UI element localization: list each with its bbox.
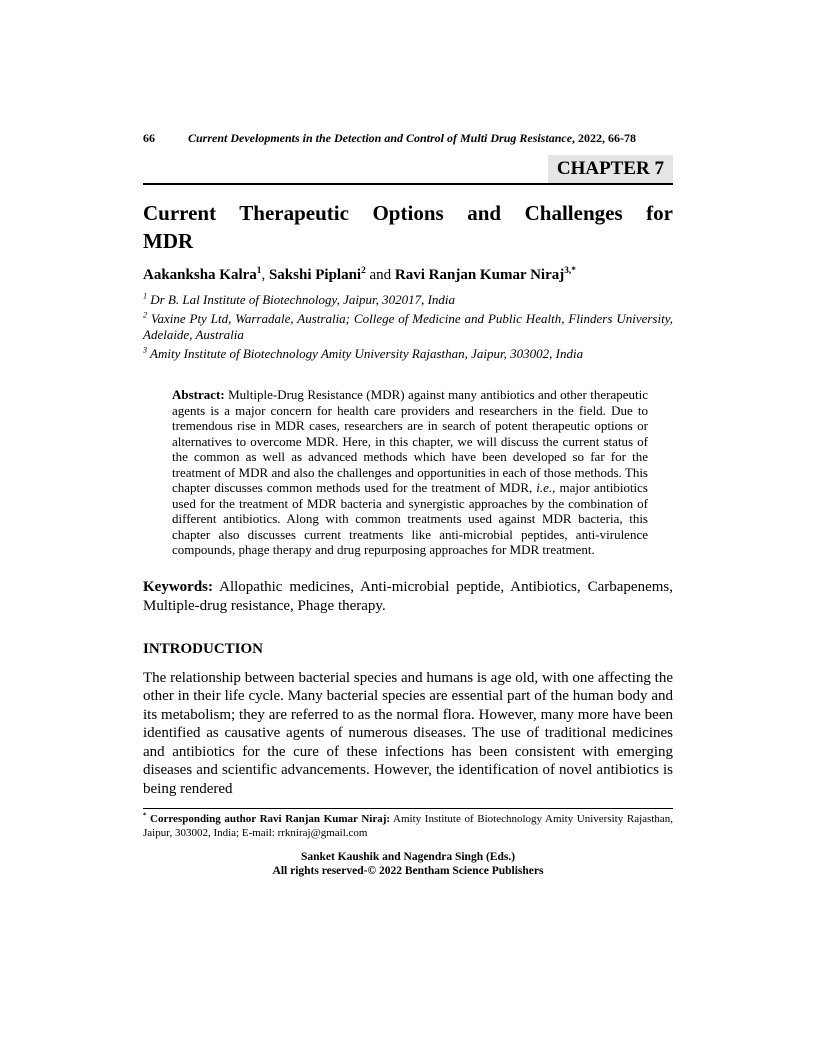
keywords-line	[143, 578, 673, 616]
book-title: Current Developments in the Detection and Control of Multi Drug Resistance	[188, 131, 573, 145]
affiliation-3-text: Amity Institute of Biotechnology Amity University Rajasthan, Jaipur, 303002, India	[147, 346, 584, 361]
chapter-badge: CHAPTER 7	[548, 155, 673, 183]
credits-block	[143, 850, 673, 878]
copyright-line: All rights reserved-© 2022 Bentham Science Publishers	[272, 865, 544, 877]
abstract-paragraph	[172, 387, 648, 558]
author-3-superscript: 3,*	[564, 266, 576, 276]
chapter-title-line-2: MDR	[143, 229, 194, 253]
keywords-label: Keywords:	[143, 578, 213, 595]
abstract-ie-abbrev: i.e.	[536, 480, 553, 495]
affiliations-block	[143, 292, 673, 362]
introduction-paragraph: The relationship between bacterial species and humans is age old, with one affecting the other in their life cycle. Many bacterial species are essential part of the human body and its metabolism; they are referred to as the normal flora. However, many more have been identified as causative agents of numerous diseases. The use of traditional medicines and antibiotics for the cure of these infections has been consistent with emerging diseases and scientific advancements. However, the identification of novel antibiotics is being rendered	[143, 669, 673, 797]
page-number: 66	[143, 131, 155, 145]
running-header	[143, 131, 673, 145]
author-2-superscript: 2	[361, 266, 366, 276]
affiliation-2	[143, 311, 673, 343]
authors-line	[143, 266, 673, 285]
footnote-text	[143, 813, 673, 840]
author-separator: ,	[261, 267, 269, 283]
citation-info: , 2022, 66-78	[572, 131, 637, 145]
affiliation-1	[143, 292, 673, 308]
affiliation-2-text: Vaxine Pty Ltd, Warradale, Australia; College of Medicine and Public Health, Flinders University, Adelaide, Australia	[143, 311, 673, 342]
corresponding-author-footnote	[143, 808, 673, 840]
chapter-title	[143, 199, 673, 255]
affiliation-2-superscript: 2	[143, 310, 148, 320]
editors-line: Sanket Kaushik and Nagendra Singh (Eds.)	[300, 851, 516, 863]
abstract-label: Abstract:	[172, 387, 225, 402]
affiliation-3-superscript: 3	[143, 345, 148, 355]
footnote-bold-text: Corresponding author Ravi Ranjan Kumar Niraj:	[146, 813, 391, 825]
running-title-group	[188, 131, 636, 145]
footnote-marker: *	[143, 812, 147, 820]
abstract-block	[172, 387, 648, 558]
author-name-2: Sakshi Piplani	[268, 267, 362, 283]
affiliation-1-superscript: 1	[143, 291, 148, 301]
abstract-text-2: , major antibiotics used for the treatment of MDR bacteria and synergistic approaches by the combination of different antibiotics. Along with common treatments used against MDR bacteria, this chapter also discusses current treatments like anti-microbial peptides, anti-virulence compounds, phage therapy and drug repurposing approaches for MDR treatment.	[172, 480, 648, 557]
header-rule	[143, 155, 673, 185]
footnote-rest-text: Amity Institute of Biotechnology Amity University Rajasthan, Jaipur, 303002, India; E-mail: rrkniraj@gmail.com	[143, 813, 673, 839]
introduction-heading: INTRODUCTION	[143, 640, 264, 657]
keywords-text: Allopathic medicines, Anti-microbial peptide, Antibiotics, Carbapenems, Multiple-drug resistance, Phage therapy.	[143, 578, 673, 614]
chapter-title-line-1: Current Therapeutic Options and Challenges for	[143, 201, 673, 225]
affiliation-3	[143, 346, 673, 362]
abstract-text-1: Multiple-Drug Resistance (MDR) against many antibiotics and other therapeutic agents is a major concern for health care providers and researchers in the field. Due to tremendous rise in MDR cases, researchers are in search of potent therapeutic options or alternatives to overcome MDR. Here, in this chapter, we will discuss the current status of the common as well as advanced methods which have been developed so far for the treatment of MDR and also the challenges and opportunities in each of those methods. This chapter discusses common methods used for the treatment of MDR,	[172, 387, 648, 495]
author-1-superscript: 1	[256, 266, 262, 276]
author-name-1: Aakanksha Kalra	[143, 267, 257, 283]
author-name-3: Ravi Ranjan Kumar Niraj	[394, 267, 565, 283]
affiliation-1-text: Dr B. Lal Institute of Biotechnology, Jaipur, 302017, India	[147, 292, 456, 307]
author-conjunction: and	[365, 267, 395, 283]
